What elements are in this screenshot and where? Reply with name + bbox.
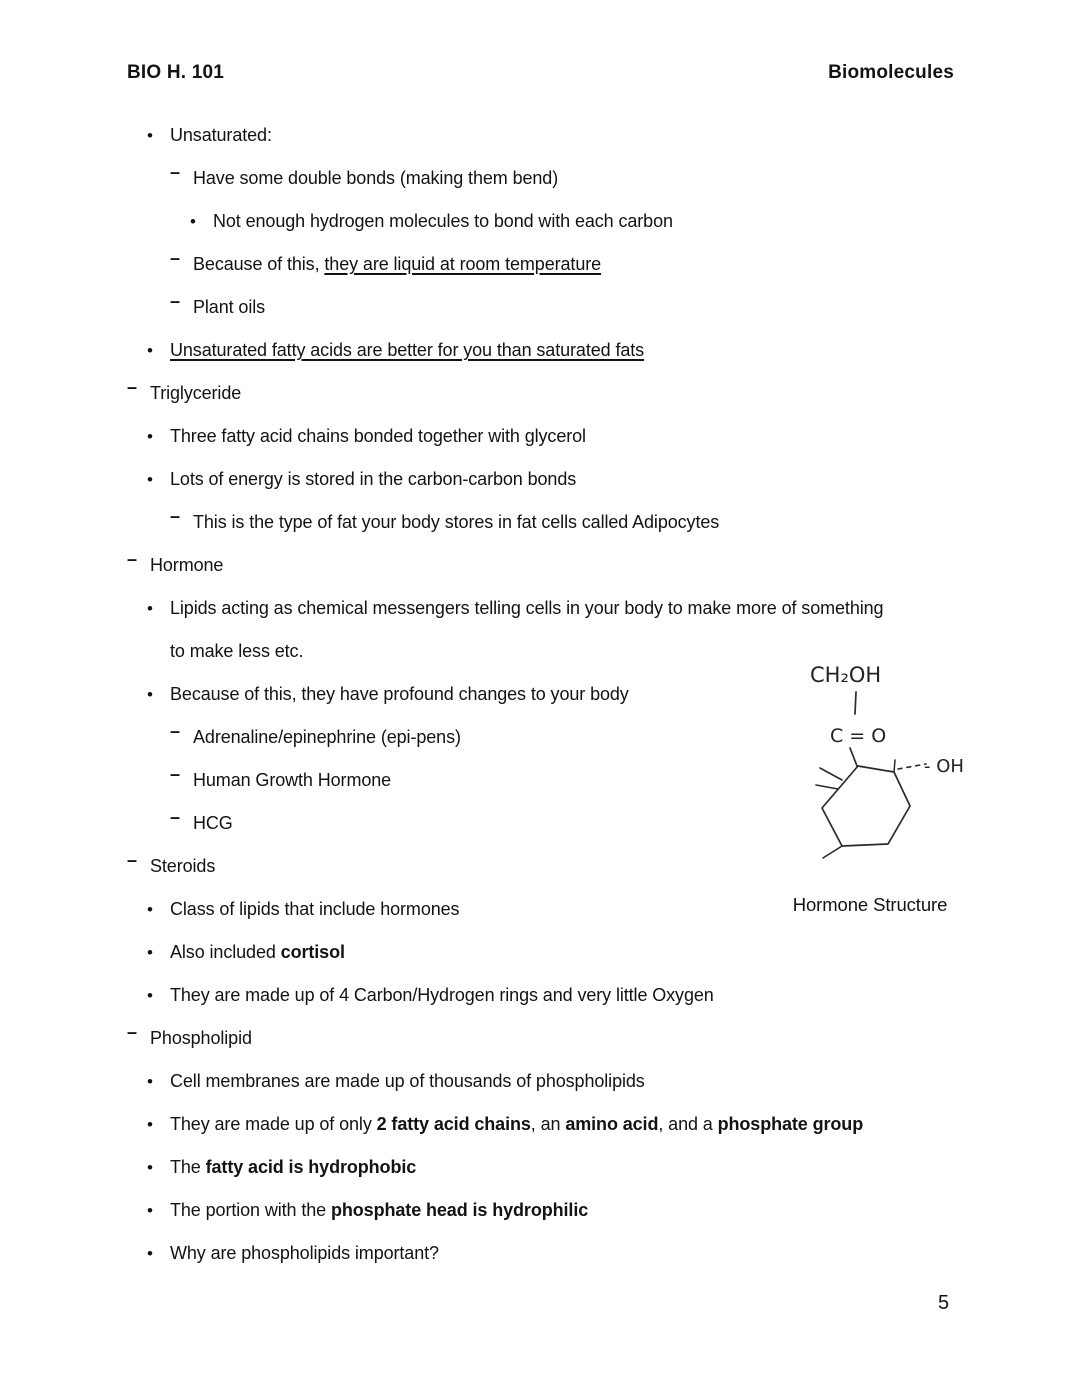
note-text: Unsaturated: <box>170 125 272 145</box>
note-text: Phospholipid <box>150 1028 252 1048</box>
note-text: fatty acid is hydrophobic <box>205 1157 417 1177</box>
note-text: HCG <box>193 813 233 833</box>
dash-marker: – <box>170 248 180 268</box>
note-item <box>0 458 1010 501</box>
note-text: 2 fatty acid chains <box>376 1114 531 1134</box>
hormone-structure-diagram <box>786 656 966 888</box>
note-text: Because of this, <box>193 254 325 274</box>
hydroxyl-stub <box>894 760 895 772</box>
note-text: Steroids <box>150 856 216 876</box>
bullet-marker: • <box>147 900 153 919</box>
note-item <box>0 114 1010 157</box>
note-item <box>0 1103 1010 1146</box>
note-item <box>0 931 1010 974</box>
dash-marker: – <box>170 162 180 182</box>
note-item <box>0 974 1010 1017</box>
bullet-marker: • <box>147 470 153 489</box>
dash-marker: – <box>127 377 137 397</box>
note-item <box>0 372 1010 415</box>
note-text: Plant oils <box>193 297 266 317</box>
ring-hexagon <box>822 766 910 846</box>
note-text: phosphate group <box>717 1114 864 1134</box>
note-text: They are made up of 4 Carbon/Hydrogen rings and very little Oxygen <box>170 985 714 1005</box>
bullet-marker: • <box>147 986 153 1005</box>
methyl-line-2 <box>816 785 838 789</box>
note-text: The <box>170 1157 206 1177</box>
note-text: Three fatty acid chains bonded together with glycerol <box>170 426 586 446</box>
formula-carbonyl: C = O <box>830 725 887 747</box>
bullet-marker: • <box>147 1244 153 1263</box>
formula-ch2oh: CH₂OH <box>810 663 882 687</box>
hydroxyl-dashed-bond <box>898 764 926 769</box>
bullet-marker: • <box>147 1115 153 1134</box>
bullet-marker: • <box>147 427 153 446</box>
note-text: Class of lipids that include hormones <box>170 899 460 919</box>
diagram-caption: Hormone Structure <box>792 894 948 915</box>
note-item <box>0 1189 1010 1232</box>
note-item <box>0 157 1010 200</box>
bullet-marker: • <box>147 1072 153 1091</box>
note-text: , and a <box>658 1114 718 1134</box>
note-text: phosphate head is hydrophilic <box>331 1200 589 1220</box>
note-text: they are liquid at room temperature <box>324 254 602 274</box>
note-text: , an <box>530 1114 566 1134</box>
note-item <box>0 1017 1010 1060</box>
note-text: Have some double bonds (making them bend) <box>193 168 559 188</box>
bullet-marker: • <box>147 341 153 360</box>
dash-marker: – <box>170 291 180 311</box>
bond-line-carbonyl-ring <box>850 748 857 766</box>
note-text: Also included <box>170 942 281 962</box>
page-number: 5 <box>938 1292 950 1314</box>
note-text: Cell membranes are made up of thousands of phospholipids <box>170 1071 645 1091</box>
note-text: Lots of energy is stored in the carbon-carbon bonds <box>170 469 577 489</box>
bullet-marker: • <box>147 685 153 704</box>
bond-line-top <box>855 692 856 714</box>
note-text: Unsaturated fatty acids are better for you than saturated fats <box>170 340 645 360</box>
methyl-line-1 <box>820 768 842 780</box>
bullet-marker: • <box>190 212 196 231</box>
note-item <box>0 1060 1010 1103</box>
dash-marker: – <box>170 764 180 784</box>
course-title: BIO H. 101 <box>127 62 225 83</box>
dash-marker: – <box>127 1022 137 1042</box>
note-item <box>0 544 1010 587</box>
bullet-marker: • <box>147 599 153 618</box>
note-text: amino acid <box>565 1114 659 1134</box>
note-item <box>0 1232 1010 1275</box>
dash-marker: – <box>170 721 180 741</box>
note-item <box>0 329 1010 372</box>
note-text: Because of this, they have profound changes to your body <box>170 684 629 704</box>
note-text: Why are phospholipids important? <box>170 1243 439 1263</box>
bullet-marker: • <box>147 943 153 962</box>
note-text: The portion with the <box>170 1200 331 1220</box>
note-text: Not enough hydrogen molecules to bond with each carbon <box>213 211 673 231</box>
note-item <box>0 286 1010 329</box>
note-text: This is the type of fat your body stores in fat cells called Adipocytes <box>193 512 720 532</box>
formula-hydroxyl: - OH <box>924 756 964 777</box>
note-text: Lipids acting as chemical messengers telling cells in your body to make more of something <box>170 598 884 618</box>
note-item <box>0 1146 1010 1189</box>
note-item <box>0 501 1010 544</box>
methyl-line-3 <box>823 846 842 858</box>
note-text: They are made up of only <box>170 1114 377 1134</box>
bullet-marker: • <box>147 1201 153 1220</box>
bullet-marker: • <box>147 126 153 145</box>
note-text: Human Growth Hormone <box>193 770 392 790</box>
dash-marker: – <box>127 549 137 569</box>
note-text: cortisol <box>280 942 345 962</box>
note-text: to make less etc. <box>170 641 304 661</box>
note-item <box>0 415 1010 458</box>
dash-marker: – <box>170 807 180 827</box>
note-item <box>0 243 1010 286</box>
note-item <box>0 200 1010 243</box>
note-text: Triglyceride <box>150 383 242 403</box>
bullet-marker: • <box>147 1158 153 1177</box>
document-title: Biomolecules <box>828 62 954 83</box>
dash-marker: – <box>127 850 137 870</box>
note-text: Adrenaline/epinephrine (epi-pens) <box>193 727 461 747</box>
dash-marker: – <box>170 506 180 526</box>
note-text: Hormone <box>150 555 224 575</box>
